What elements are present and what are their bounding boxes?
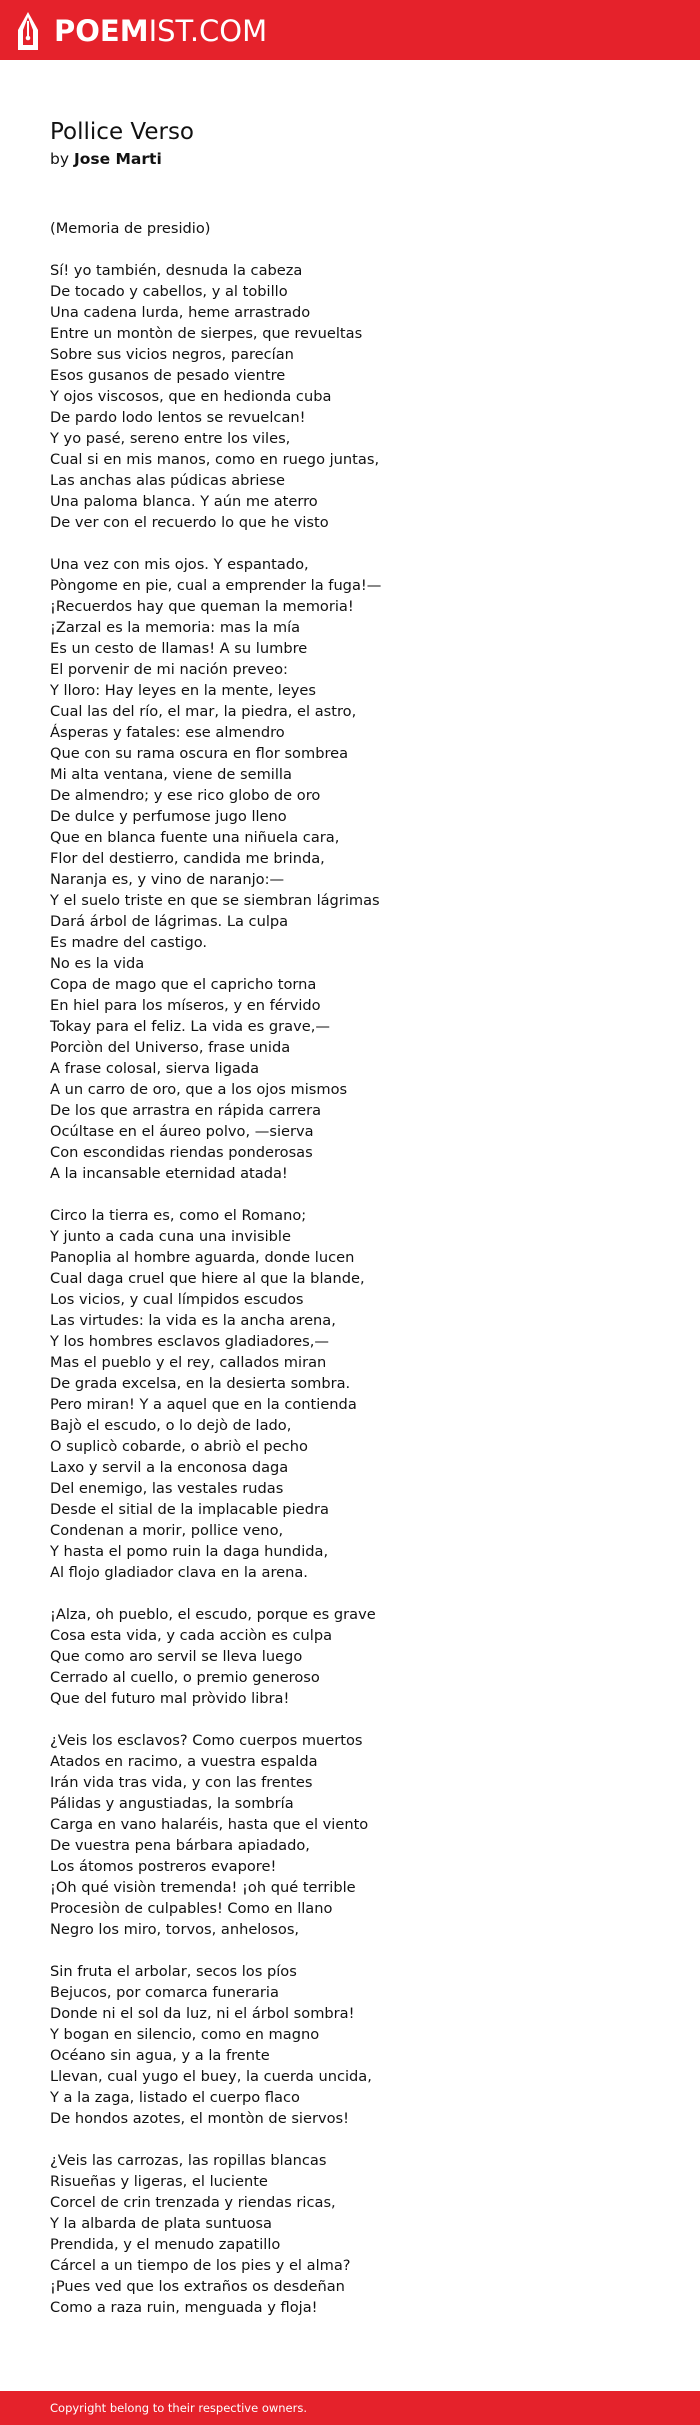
poem-line: El porvenir de mi nación preveo: [50, 661, 288, 678]
poem-line: Y a la zaga, listado el cuerpo flaco [50, 2089, 300, 2106]
poem-line: Los vicios, y cual límpidos escudos [50, 1291, 304, 1308]
poem-line: Entre un montòn de sierpes, que revueltas [50, 325, 363, 342]
byline [50, 148, 650, 170]
poem-line: Donde ni el sol da luz, ni el árbol sombra! [50, 2005, 355, 2022]
poem-line: De vuestra pena bárbara apiadado, [50, 1837, 310, 1854]
poem-line: Risueñas y ligeras, el luciente [50, 2173, 268, 2190]
site-footer [0, 2391, 700, 2425]
poem-line: Sobre sus vicios negros, parecían [50, 346, 294, 363]
poem-line: Es un cesto de llamas! A su lumbre [50, 640, 308, 657]
poem-line: Sí! yo también, desnuda la cabeza [50, 262, 303, 279]
poem-line: Y ojos viscosos, que en hedionda cuba [50, 388, 332, 405]
poem-line: Mas el pueblo y el rey, callados miran [50, 1354, 327, 1371]
poem-line: Flor del destierro, candida me brinda, [50, 850, 325, 867]
poem-line: Pálidas y angustiadas, la sombría [50, 1795, 294, 1812]
poem-line: Condenan a morir, pollice veno, [50, 1522, 284, 1539]
poem-line: Panoplia al hombre aguarda, donde lucen [50, 1249, 355, 1266]
poem-line: Cual si en mis manos, como en ruego juntas, [50, 451, 380, 468]
by-label: by [50, 150, 70, 168]
poem-line: Bajò el escudo, o lo dejò de lado, [50, 1417, 292, 1434]
poem-line: A la incansable eternidad atada! [50, 1165, 288, 1182]
poem-line: Desde el sitial de la implacable piedra [50, 1501, 329, 1518]
poem-heading [50, 118, 650, 170]
poem-stanza [50, 218, 670, 239]
pen-nib-icon [16, 11, 40, 51]
poem-line: A frase colosal, sierva ligada [50, 1060, 260, 1077]
poem-line: Al flojo gladiador clava en la arena. [50, 1564, 308, 1581]
poem-line: Bejucos, por comarca funeraria [50, 1984, 279, 2001]
poem-stanza [50, 2150, 670, 2318]
poem-line: De ver con el recuerdo lo que he visto [50, 514, 329, 531]
poem-line: Océano sin agua, y a la frente [50, 2047, 270, 2064]
poem-line: Llevan, cual yugo el buey, la cuerda uncida, [50, 2068, 372, 2085]
poem-stanza [50, 1730, 670, 1940]
poem-line: O suplicò cobarde, o abriò el pecho [50, 1438, 308, 1455]
poem-line: Ásperas y fatales: ese almendro [50, 724, 285, 741]
poem-line: ¡Pues ved que los extraños os desdeñan [50, 2278, 345, 2295]
poem-line: Cosa esta vida, y cada acciòn es culpa [50, 1627, 333, 1644]
poem-line: Mi alta ventana, viene de semilla [50, 766, 292, 783]
poem-line: Dará árbol de lágrimas. La culpa [50, 913, 289, 930]
poem-line: Prendida, y el menudo zapatillo [50, 2236, 281, 2253]
poem-line: Esos gusanos de pesado vientre [50, 367, 286, 384]
poem-line: Laxo y servil a la enconosa daga [50, 1459, 289, 1476]
poem-line: Que en blanca fuente una niñuela cara, [50, 829, 340, 846]
poem-line: Cerrado al cuello, o premio generoso [50, 1669, 320, 1686]
poem-line: ¡Recuerdos hay que queman la memoria! [50, 598, 354, 615]
site-logo[interactable] [16, 11, 267, 51]
poem-line: Y hasta el pomo ruin la daga hundida, [50, 1543, 329, 1560]
poem-line: De dulce y perfumose jugo lleno [50, 808, 287, 825]
poem-stanza [50, 554, 670, 1184]
poem-line: A un carro de oro, que a los ojos mismos [50, 1081, 348, 1098]
poem-line: Tokay para el feliz. La vida es grave,— [50, 1018, 330, 1035]
poem-line: Las anchas alas púdicas abriese [50, 472, 286, 489]
poem-line: Circo la tierra es, como el Romano; [50, 1207, 307, 1224]
poem-stanza [50, 260, 670, 533]
poem-line: Cárcel a un tiempo de los pies y el alma? [50, 2257, 351, 2274]
poem-line: Una cadena lurda, heme arrastrado [50, 304, 311, 321]
poem-line: ¡Alza, oh pueblo, el escudo, porque es grave [50, 1606, 376, 1623]
poem-line: Del enemigo, las vestales rudas [50, 1480, 284, 1497]
poem-line: De hondos azotes, el montòn de siervos! [50, 2110, 349, 2127]
poem-stanza [50, 1961, 670, 2129]
poem-line: ¿Veis los esclavos? Como cuerpos muertos [50, 1732, 363, 1749]
poem-line: Porciòn del Universo, frase unida [50, 1039, 291, 1056]
poem-line: Y la albarda de plata suntuosa [50, 2215, 272, 2232]
poem-line: Como a raza ruin, menguada y floja! [50, 2299, 318, 2316]
poem-line: Es madre del castigo. [50, 934, 208, 951]
poem-line: Y bogan en silencio, como en magno [50, 2026, 320, 2043]
logo-text-light: IST.COM [148, 14, 268, 48]
poem-line: Irán vida tras vida, y con las frentes [50, 1774, 313, 1791]
poem-line: Corcel de crin trenzada y riendas ricas, [50, 2194, 336, 2211]
poem-line: Y lloro: Hay leyes en la mente, leyes [50, 682, 317, 699]
poem-stanza [50, 1205, 670, 1583]
poem-line: De los que arrastra en rápida carrera [50, 1102, 322, 1119]
poem-line: Una paloma blanca. Y aún me aterro [50, 493, 318, 510]
poem-line: Que con su rama oscura en flor sombrea [50, 745, 349, 762]
poem-line: En hiel para los míseros, y en férvido [50, 997, 321, 1014]
poem-line: Los átomos postreros evapore! [50, 1858, 277, 1875]
site-header [0, 0, 700, 60]
copyright-text: Copyright belong to their respective owners. [50, 2401, 308, 2415]
poem-line: Y los hombres esclavos gladiadores,— [50, 1333, 329, 1350]
logo-text-bold: POEM [54, 14, 149, 48]
poem-line: Las virtudes: la vida es la ancha arena, [50, 1312, 336, 1329]
poem-line: Negro los miro, torvos, anhelosos, [50, 1921, 300, 1938]
poem-stanza [50, 1604, 670, 1709]
poem-line: Atados en racimo, a vuestra espalda [50, 1753, 318, 1770]
poem-line: Cual daga cruel que hiere al que la blande, [50, 1270, 365, 1287]
poem-line: Y el suelo triste en que se siembran lágrimas [50, 892, 380, 909]
poem-line: Con escondidas riendas ponderosas [50, 1144, 313, 1161]
poem-line: (Memoria de presidio) [50, 220, 211, 237]
poem-line: Que como aro servil se lleva luego [50, 1648, 303, 1665]
poem-line: Pòngome en pie, cual a emprender la fuga!— [50, 577, 382, 594]
poem-line: De almendro; y ese rico globo de oro [50, 787, 321, 804]
poem-line: Que del futuro mal pròvido libra! [50, 1690, 290, 1707]
poem-line: De grada excelsa, en la desierta sombra. [50, 1375, 351, 1392]
poem-line: De tocado y cabellos, y al tobillo [50, 283, 288, 300]
poem-line: ¿Veis las carrozas, las ropillas blancas [50, 2152, 327, 2169]
poem-body [50, 218, 670, 2339]
poem-line: Y junto a cada cuna una invisible [50, 1228, 291, 1245]
poem-line: De pardo lodo lentos se revuelcan! [50, 409, 306, 426]
poem-line: Copa de mago que el capricho torna [50, 976, 317, 993]
logo-text [54, 11, 267, 51]
poem-line: Procesiòn de culpables! Como en llano [50, 1900, 333, 1917]
poem-line: Y yo pasé, sereno entre los viles, [50, 430, 291, 447]
poem-line: Carga en vano halaréis, hasta que el viento [50, 1816, 369, 1833]
poem-line: Sin fruta el arbolar, secos los píos [50, 1963, 297, 1980]
poem-line: ¡Oh qué visiòn tremenda! ¡oh qué terrible [50, 1879, 356, 1896]
poem-title: Pollice Verso [50, 119, 195, 145]
poem-line: Pero miran! Y a aquel que en la contienda [50, 1396, 357, 1413]
poem-line: ¡Zarzal es la memoria: mas la mía [50, 619, 301, 636]
author-name[interactable]: Jose Marti [73, 150, 162, 168]
poem-line: Una vez con mis ojos. Y espantado, [50, 556, 309, 573]
poem-line: Cual las del río, el mar, la piedra, el astro, [50, 703, 357, 720]
poem-line: Naranja es, y vino de naranjo:— [50, 871, 285, 888]
poem-line: Ocúltase en el áureo polvo, —sierva [50, 1123, 314, 1140]
poem-line: No es la vida [50, 955, 145, 972]
